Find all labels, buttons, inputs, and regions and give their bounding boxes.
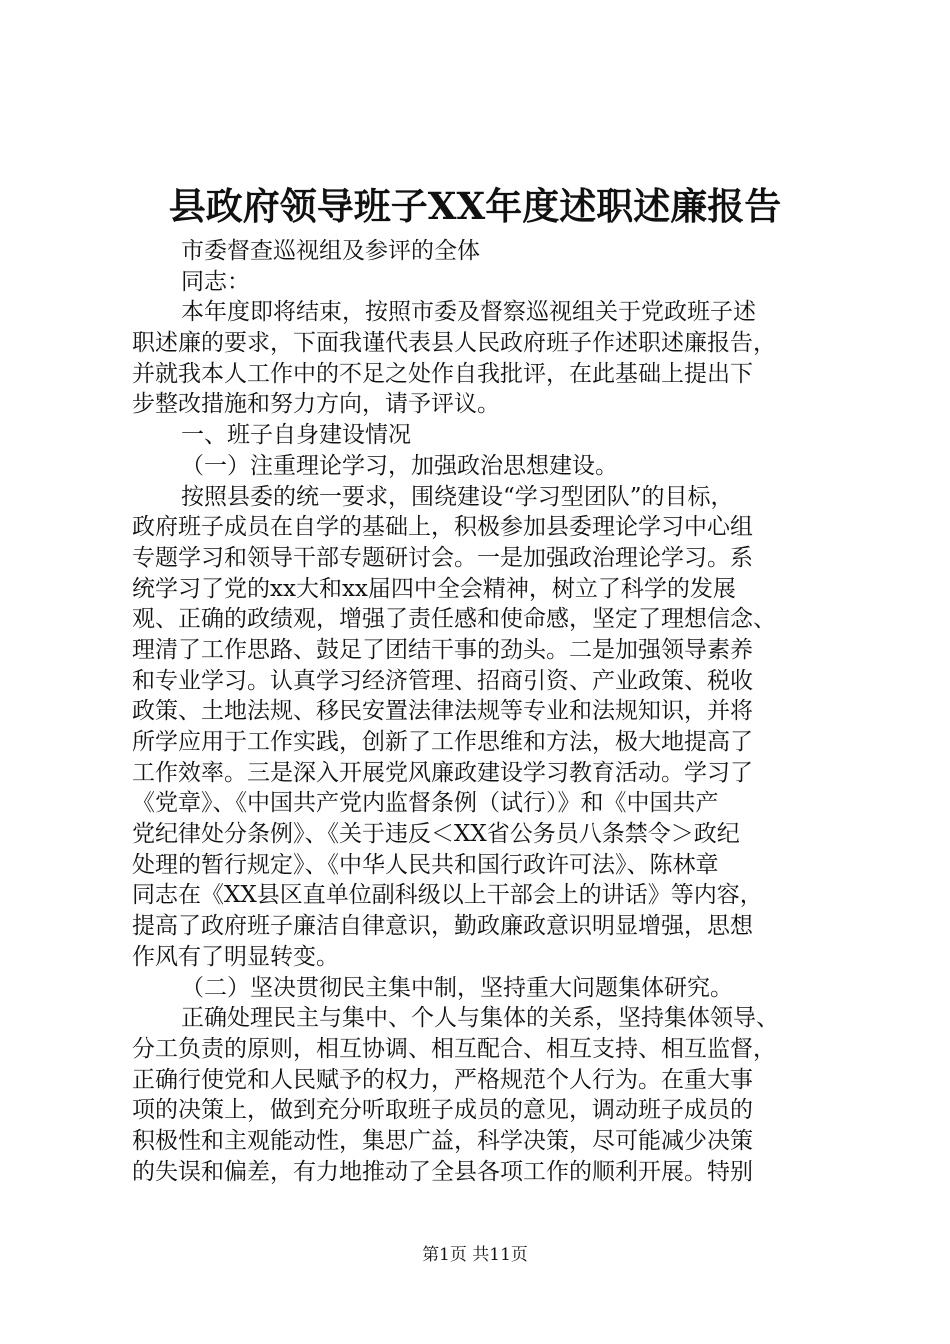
paragraph-line: 市委督查巡视组及参评的全体 [181, 238, 480, 264]
paragraph-line: 作风有了明显转变。 [132, 943, 339, 970]
paragraph-line: 项的决策上，做到充分听取班子成员的意见，调动班子成员的 [132, 1097, 753, 1124]
paragraph-line: 处理的暂行规定》、《中华人民共和国行政许可法》、陈林章 [132, 851, 719, 878]
paragraph-line: 同志： [181, 268, 250, 295]
paragraph-line: 职述廉的要求，下面我谨代表县人民政府班子作述职述廉报告， [132, 330, 776, 357]
paragraph-line: 分工负责的原则，相互协调、相互配合、相互支持、相互监督， [132, 1035, 776, 1062]
paragraph-line: 一、班子自身建设情况 [181, 422, 411, 449]
paragraph-line: 积极性和主观能动性，集思广益，科学决策，尽可能减少决策 [132, 1127, 753, 1154]
paragraph-line: 所学应用于工作实践，创新了工作思维和方法，极大地提高了 [132, 729, 753, 755]
paragraph-line: 本年度即将结束，按照市委及督察巡视组关于党政班子述 [181, 299, 756, 326]
paragraph-line: （一）注重理论学习，加强政治思想建设。 [181, 452, 618, 479]
page-footer: 第1页 共11页 [422, 1245, 528, 1265]
paragraph-line: 工作效率。三是深入开展党风廉政建设学习教育活动。学习了 [132, 759, 753, 786]
document-title: 县政府领导班子XX年度述职述廉报告 [168, 184, 782, 228]
paragraph-line: 政府班子成员在自学的基础上，积极参加县委理论学习中心组 [132, 514, 753, 541]
paragraph-line: 政策、土地法规、移民安置法律法规等专业和法规知识，并将 [132, 698, 753, 725]
paragraph-line: 按照县委的统一要求，围绕建设“学习型团队”的目标， [181, 483, 734, 510]
paragraph-line: （二）坚决贯彻民主集中制，坚持重大问题集体研究。 [181, 974, 733, 1001]
paragraph-line: 的失误和偏差，有力地推动了全县各项工作的顺利开展。特别 [132, 1158, 753, 1185]
paragraph-line: 《党章》、《中国共产党内监督条例（试行）》和《中国共产 [132, 790, 719, 817]
paragraph-line: 正确处理民主与集中、个人与集体的关系，坚持集体领导、 [181, 1005, 779, 1032]
paragraph-line: 统学习了党的xx大和xx届四中全会精神，树立了科学的发展 [132, 575, 736, 602]
paragraph-line: 正确行使党和人民赋予的权力，严格规范个人行为。在重大事 [132, 1066, 753, 1093]
paragraph-line: 专题学习和领导干部专题研讨会。一是加强政治理论学习。系 [132, 544, 753, 571]
paragraph-line: 和专业学习。认真学习经济管理、招商引资、产业政策、税收 [132, 667, 753, 694]
paragraph-line: 同志在《XX县区直单位副科级以上干部会上的讲话》等内容， [132, 882, 763, 909]
paragraph-line: 提高了政府班子廉洁自律意识，勤政廉政意识明显增强，思想 [132, 913, 753, 940]
paragraph-line: 党纪律处分条例》、《关于违反＜XX省公务员八条禁令＞政纪 [132, 821, 740, 848]
paragraph-line: 并就我本人工作中的不足之处作自我批评，在此基础上提出下 [132, 360, 753, 387]
document-body [132, 236, 852, 1187]
paragraph-line: 理清了工作思路、鼓足了团结干事的劲头。二是加强领导素养 [132, 636, 753, 663]
paragraph-line: 步整改措施和努力方向，请予评议。 [132, 391, 500, 418]
paragraph-line: 观、正确的政绩观，增强了责任感和使命感，坚定了理想信念、 [132, 606, 776, 633]
